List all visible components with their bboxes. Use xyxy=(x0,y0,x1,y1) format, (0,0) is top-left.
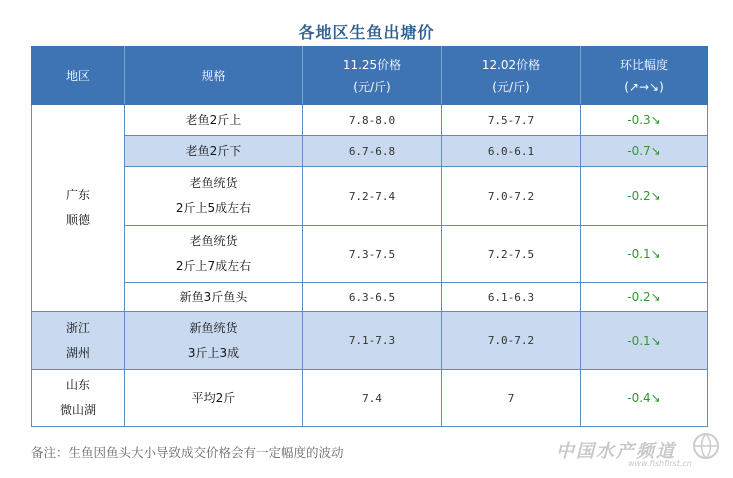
watermark-logo xyxy=(556,437,692,468)
region-name: 山东 xyxy=(65,378,90,392)
header-change-legend: (↗→↘) xyxy=(624,79,664,94)
price-1202-cell: 7.0-7.2 xyxy=(442,312,581,370)
change-cell: -0.2↘ xyxy=(581,167,708,226)
region-cell xyxy=(32,312,125,370)
price-1125-cell: 6.3-6.5 xyxy=(303,283,442,312)
spec-line: 老鱼统货 xyxy=(189,176,238,190)
header-price-1202-date: 12.02价格 xyxy=(481,57,541,72)
price-1202-cell: 7 xyxy=(442,370,581,427)
region-subname: 湖州 xyxy=(65,345,90,360)
watermark-text: 中国水产频道 xyxy=(556,441,676,462)
spec-cell: 老鱼2斤下 xyxy=(125,136,303,167)
table-title: 各地区生鱼出塘价 xyxy=(298,23,435,42)
table-row xyxy=(32,105,708,136)
region-subname: 顺德 xyxy=(65,213,90,227)
header-price-1125-date: 11.25价格 xyxy=(342,57,402,72)
globe-icon xyxy=(691,431,721,461)
price-1125-cell: 7.2-7.4 xyxy=(303,167,442,226)
spec-line: 老鱼统货 xyxy=(189,234,238,248)
table-row xyxy=(32,167,708,226)
spec-line: 2斤上7成左右 xyxy=(175,259,252,273)
table-row xyxy=(32,312,708,370)
spec-cell xyxy=(125,226,303,283)
price-table xyxy=(31,46,708,427)
header-row xyxy=(32,47,708,105)
change-cell: -0.2↘ xyxy=(581,283,708,312)
price-1125-cell: 7.1-7.3 xyxy=(303,312,442,370)
price-1125-cell: 6.7-6.8 xyxy=(303,136,442,167)
price-1125-cell: 7.3-7.5 xyxy=(303,226,442,283)
watermark-url: www.fishfirst.cn xyxy=(628,459,692,468)
header-spec: 规格 xyxy=(125,47,303,105)
price-1125-cell: 7.8-8.0 xyxy=(303,105,442,136)
change-cell: -0.4↘ xyxy=(581,370,708,427)
table-row xyxy=(32,136,708,167)
header-price-1125-unit: (元/斤) xyxy=(353,79,391,94)
spec-line: 3斤上3成 xyxy=(187,345,240,360)
table-row xyxy=(32,226,708,283)
table-row xyxy=(32,283,708,312)
header-region: 地区 xyxy=(32,47,125,105)
footnote: 备注：生鱼因鱼头大小导致成交价格会有一定幅度的波动 xyxy=(31,445,344,460)
region-cell xyxy=(32,105,125,312)
spec-cell xyxy=(125,312,303,370)
price-1202-cell: 6.0-6.1 xyxy=(442,136,581,167)
header-change xyxy=(581,47,708,105)
header-price-1202-unit: (元/斤) xyxy=(492,79,530,94)
table-row xyxy=(32,370,708,427)
header-price-1125 xyxy=(303,47,442,105)
region-name: 广东 xyxy=(65,188,90,202)
change-cell: -0.1↘ xyxy=(581,226,708,283)
header-change-label: 环比幅度 xyxy=(619,57,668,72)
price-1202-cell: 7.0-7.2 xyxy=(442,167,581,226)
price-1125-cell: 7.4 xyxy=(303,370,442,427)
price-1202-cell: 6.1-6.3 xyxy=(442,283,581,312)
region-name: 浙江 xyxy=(65,320,90,335)
spec-cell: 新鱼3斤鱼头 xyxy=(125,283,303,312)
spec-cell: 平均2斤 xyxy=(125,370,303,427)
region-subname: 微山湖 xyxy=(59,403,96,417)
spec-line: 2斤上5成左右 xyxy=(175,201,252,215)
price-1202-cell: 7.2-7.5 xyxy=(442,226,581,283)
spec-line: 新鱼统货 xyxy=(189,320,238,335)
change-cell: -0.1↘ xyxy=(581,312,708,370)
region-cell xyxy=(32,370,125,427)
price-1202-cell: 7.5-7.7 xyxy=(442,105,581,136)
change-cell: -0.3↘ xyxy=(581,105,708,136)
spec-cell xyxy=(125,167,303,226)
header-price-1202 xyxy=(442,47,581,105)
spec-cell: 老鱼2斤上 xyxy=(125,105,303,136)
change-cell: -0.7↘ xyxy=(581,136,708,167)
